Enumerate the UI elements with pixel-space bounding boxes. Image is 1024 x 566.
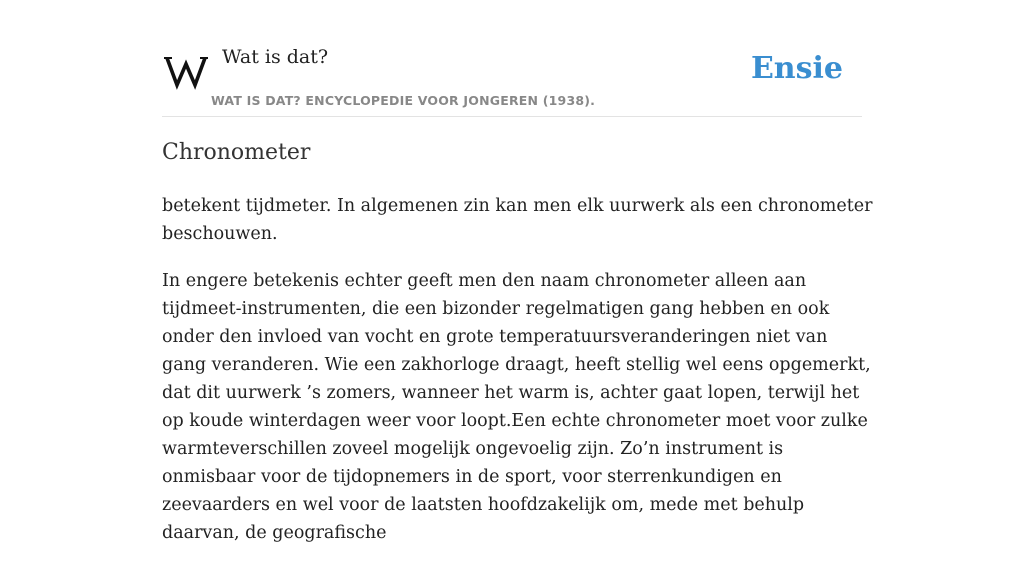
wikipedia-w-icon[interactable] (164, 52, 208, 90)
source-subtitle: WAT IS DAT? ENCYCLOPEDIE VOOR JONGEREN (1938). (211, 93, 596, 108)
article-body (162, 192, 874, 566)
article-paragraph: In engere betekenis echter geeft men den naam chronometer alleen aan tijdmeet-instrumenten, die een bizonder regelmatigen gang hebben en ook onder den invloed van vocht en grote temperatuursveranderingen niet van gang veranderen. Wie een zakhorloge draagt, heeft stellig wel eens opgemerkt, dat dit uurwerk ’s zomers, wanneer het warm is, achter gaat lopen, terwijl het op koude winterdagen weer voor loopt.Een echte chronometer moet voor zulke warmteverschillen zoveel mogelijk ongevoelig zijn. Zo’n instrument is onmisbaar voor de tijdopnemers in de sport, voor sterrenkundigen en zeevaarders en wel voor de laatsten hoofdzakelijk om, mede met behulp daarvan, de geografische (162, 271, 871, 543)
entry-title: Chronometer (162, 140, 311, 165)
article-paragraph: betekent tijdmeter. In algemenen zin kan men elk uurwerk als een chronometer beschouwen. (162, 196, 873, 244)
header (162, 38, 862, 117)
source-title[interactable]: Wat is dat? (222, 46, 329, 68)
brand-logo-link[interactable]: Ensie (750, 51, 843, 86)
